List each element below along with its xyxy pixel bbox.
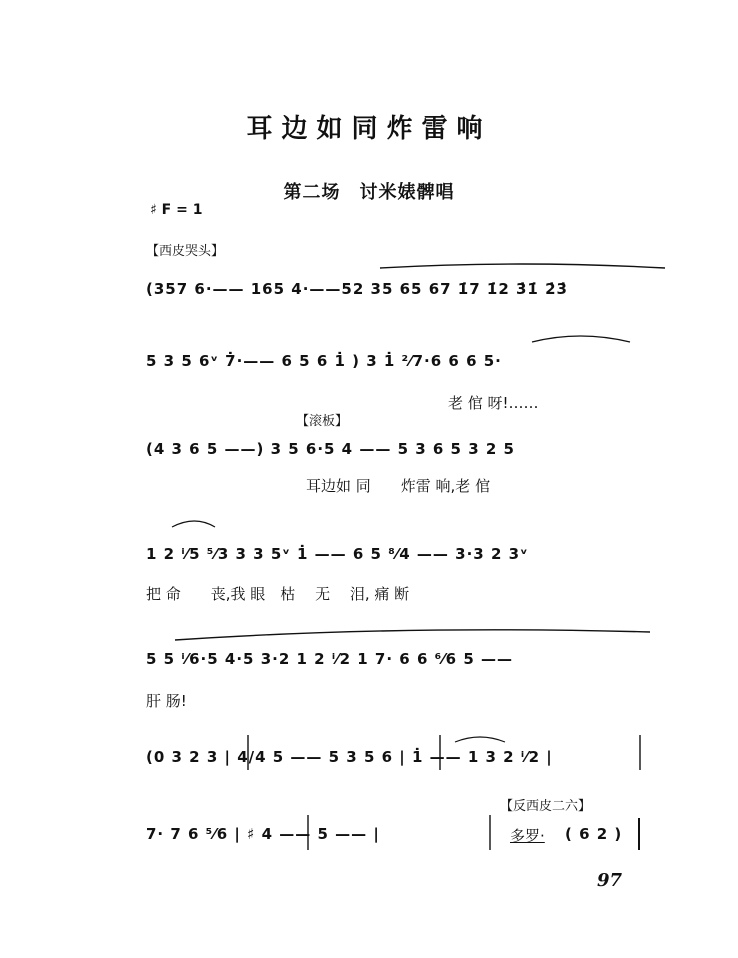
section-tag-intro: 【西皮哭头】	[146, 244, 225, 259]
lyrics-line-5: 肝 肠!	[146, 692, 187, 710]
score-line-6: (0 3 2 3 | 4/4 5 —— 5 3 5 6 | 1̇ —— 1 3 2 ⁱ⁄2 |	[146, 748, 553, 766]
page-number: 97	[596, 870, 622, 891]
ending-notes: ( 6 2 )	[565, 825, 623, 843]
slur-long-5	[175, 630, 650, 640]
slur-long-1	[380, 264, 665, 268]
page-title: 耳边如同炸雷响	[246, 114, 492, 144]
scene-subtitle: 第二场 讨米婊髀唱	[283, 182, 455, 203]
slur-2	[532, 336, 630, 342]
ending-lyric: 多罗·	[510, 827, 545, 845]
slur-4	[172, 521, 215, 527]
lyrics-line-2: 老 倌 呀!……	[448, 394, 539, 412]
section-tag-gunban: 【滚板】	[296, 414, 349, 429]
key-signature: ♯ F = 1	[150, 202, 203, 218]
slur-6	[455, 737, 505, 742]
score-line-4: 1 2 ⁱ⁄5 ⁵⁄3 3 3 5ᵛ 1̇ —— 6 5 ⁸⁄4 —— 3·3 2 3ᵛ	[146, 545, 529, 563]
score-line-5: 5 5 ⁱ⁄6·5 4·5 3·2 1 2 ⁱ⁄2 1 7· 6 6 ⁶⁄6 5 ——	[146, 650, 513, 668]
lyrics-line-3: 耳边如 同 炸雷 响,老 倌	[306, 477, 491, 495]
score-line-3: (4 3 6 5 ——) 3 5 6·5 4 —— 5 3 6 5 3 2 5	[146, 440, 515, 458]
score-line-2: 5 3 5 6ᵛ 7̇·—— 6 5 6 1̇ ) 3 1̇ ²⁄7·6 6 6 5·	[146, 352, 502, 370]
score-line-7: 7· 7 6 ⁵⁄6 | ♯ 4 —— 5 —— |	[146, 825, 380, 843]
score-line-1: (357 6·—— 165 4·——52 35 65 67 1̇7 1̇2 3̇1̇ 2̇3̇	[146, 280, 568, 298]
section-tag-fanxipi: 【反西皮二六】	[500, 799, 592, 814]
lyrics-line-4: 把 命 丧,我 眼 枯 无 泪, 痛 断	[146, 585, 410, 603]
